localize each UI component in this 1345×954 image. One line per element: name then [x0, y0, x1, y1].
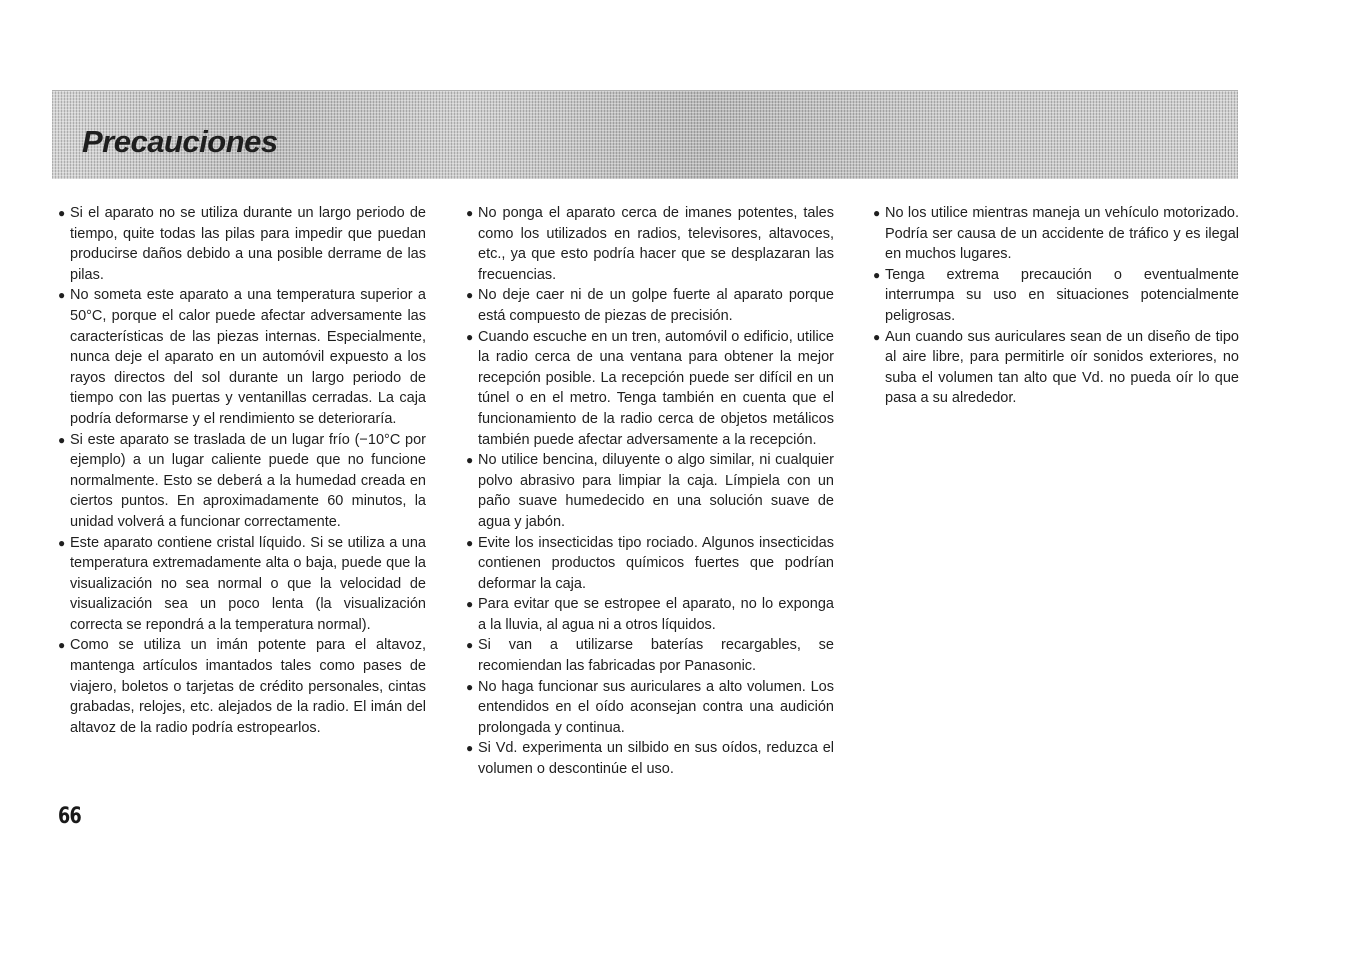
bullet-icon: ●	[58, 206, 66, 220]
list-item-text: No utilice bencina, diluyente o algo similar, ni cualquier polvo abrasivo para limpiar la caja. Límpiela con un paño suave humedecido en una solución suave de agua y jabón.	[478, 452, 834, 530]
bullet-icon: ●	[58, 638, 66, 653]
column-left	[58, 203, 426, 738]
list-item-text: Si Vd. experimenta un silbido en sus oídos, reduzca el volumen o descontinúe el uso.	[478, 740, 834, 778]
list-item	[466, 594, 834, 635]
bullet-icon: ●	[466, 597, 474, 612]
column-middle	[466, 203, 834, 780]
list-item-text: Cuando escuche en un tren, automóvil o edificio, utilice la radio cerca de una ventana para obtener la mejor recepción posible. La recepción puede ser difícil en un túnel o en el metro. Tenga también en cuenta que el funcionamiento de la radio cerca de objetos metálicos también puede afectar adversamente a la recepción.	[478, 328, 834, 448]
list-item-text: Si este aparato se traslada de un lugar frío (−10°C por ejemplo) a un lugar caliente puede que no funcione normalmente. Esto se deberá a la humedad creada en ciertos puntos. En aproximadamente 60 minutos, la unidad volverá a funcionar correctamente.	[70, 431, 426, 530]
list-item-text: Como se utiliza un imán potente para el altavoz, mantenga artículos imantados tales como pases de viajero, boletos o tarjetas de crédito personales, cintas grabadas, relojes, etc. alejados de la radio. El imán del altavoz de la radio podría estropearlos.	[70, 637, 426, 736]
list-item	[873, 203, 1239, 265]
bullet-icon: ●	[466, 535, 474, 550]
list-item-text: Evite los insecticidas tipo rociado. Algunos insecticidas contienen productos químicos fuertes que podrían deformar la caja.	[478, 534, 834, 592]
bullet-icon: ●	[466, 206, 474, 220]
list-item	[466, 285, 834, 326]
column-right	[873, 203, 1239, 409]
bullet-icon: ●	[873, 329, 881, 344]
list-item-text: No someta este aparato a una temperatura superior a 50°C, porque el calor puede afectar adversamente las características de las piezas internas. Especialmente, nunca deje el aparato en un automóvil expuesto a los rayos directos del sol durante un largo periodo de tiempo con las puertas y ventanillas cerradas. La caja podría deformarse y el rendimiento se deterioraría.	[70, 287, 426, 427]
bullet-icon: ●	[466, 741, 474, 756]
bullet-icon: ●	[466, 288, 474, 303]
precautions-list	[58, 203, 426, 738]
bullet-icon: ●	[466, 329, 474, 344]
list-item-text: Aun cuando sus auriculares sean de un diseño de tipo al aire libre, para permitirle oír sonidos exteriores, no suba el volumen tan alto que Vd. no pueda oír lo que pasa a su alrededor.	[885, 328, 1239, 407]
list-item	[58, 430, 426, 533]
list-item	[873, 265, 1239, 327]
list-item	[466, 327, 834, 451]
bullet-icon: ●	[873, 206, 881, 220]
bullet-icon: ●	[466, 638, 474, 653]
list-item	[466, 533, 834, 595]
list-item-text: Este aparato contiene cristal líquido. Si se utiliza a una temperatura extremadamente alta o baja, puede que la visualización no sea normal o que la velocidad de visualización sea un poco lenta (la visualización correcta se repondrá a la temperatura normal).	[70, 534, 426, 633]
list-item-text: No los utilice mientras maneja un vehículo motorizado. Podría ser causa de un accidente de tráfico y es ilegal en muchos lugares.	[885, 205, 1239, 263]
list-item-text: No deje caer ni de un golpe fuerte al aparato porque está compuesto de piezas de precisión.	[478, 287, 834, 324]
list-item	[466, 203, 834, 285]
list-item	[58, 285, 426, 429]
page-title: Precauciones	[82, 124, 278, 159]
list-item-text: No haga funcionar sus auriculares a alto volumen. Los entendidos en el oído aconsejan contra una audición prolongada y continua.	[478, 678, 834, 736]
bullet-icon: ●	[58, 432, 66, 447]
bullet-icon: ●	[466, 679, 474, 694]
bullet-icon: ●	[58, 288, 66, 303]
list-item	[873, 327, 1239, 409]
list-item	[466, 677, 834, 739]
list-item	[466, 450, 834, 532]
list-item-text: Si el aparato no se utiliza durante un largo periodo de tiempo, quite todas las pilas para impedir que puedan producirse daños debido a una posible derrame de las pilas.	[70, 205, 426, 283]
bullet-icon: ●	[873, 267, 881, 282]
list-item-text: No ponga el aparato cerca de imanes potentes, tales como los utilizados en radios, televisores, altavoces, etc., ya que esto podría hacer que se desplazaran las frecuencias.	[478, 205, 834, 283]
list-item-text: Tenga extrema precaución o eventualmente interrumpa su uso en situaciones potencialmente peligrosas.	[885, 266, 1239, 324]
bullet-icon: ●	[58, 535, 66, 550]
list-item-text: Si van a utilizarse baterías recargables, se recomiendan las fabricadas por Panasonic.	[478, 637, 834, 675]
bullet-icon: ●	[466, 453, 474, 468]
list-item	[58, 635, 426, 738]
list-item	[466, 635, 834, 676]
page-number: 66	[58, 804, 81, 829]
precautions-list	[873, 203, 1239, 409]
list-item-text: Para evitar que se estropee el aparato, no lo exponga a la lluvia, al agua ni a otros líquidos.	[478, 596, 834, 633]
list-item	[58, 533, 426, 636]
precautions-list	[466, 203, 834, 780]
list-item	[58, 203, 426, 285]
list-item	[466, 738, 834, 779]
